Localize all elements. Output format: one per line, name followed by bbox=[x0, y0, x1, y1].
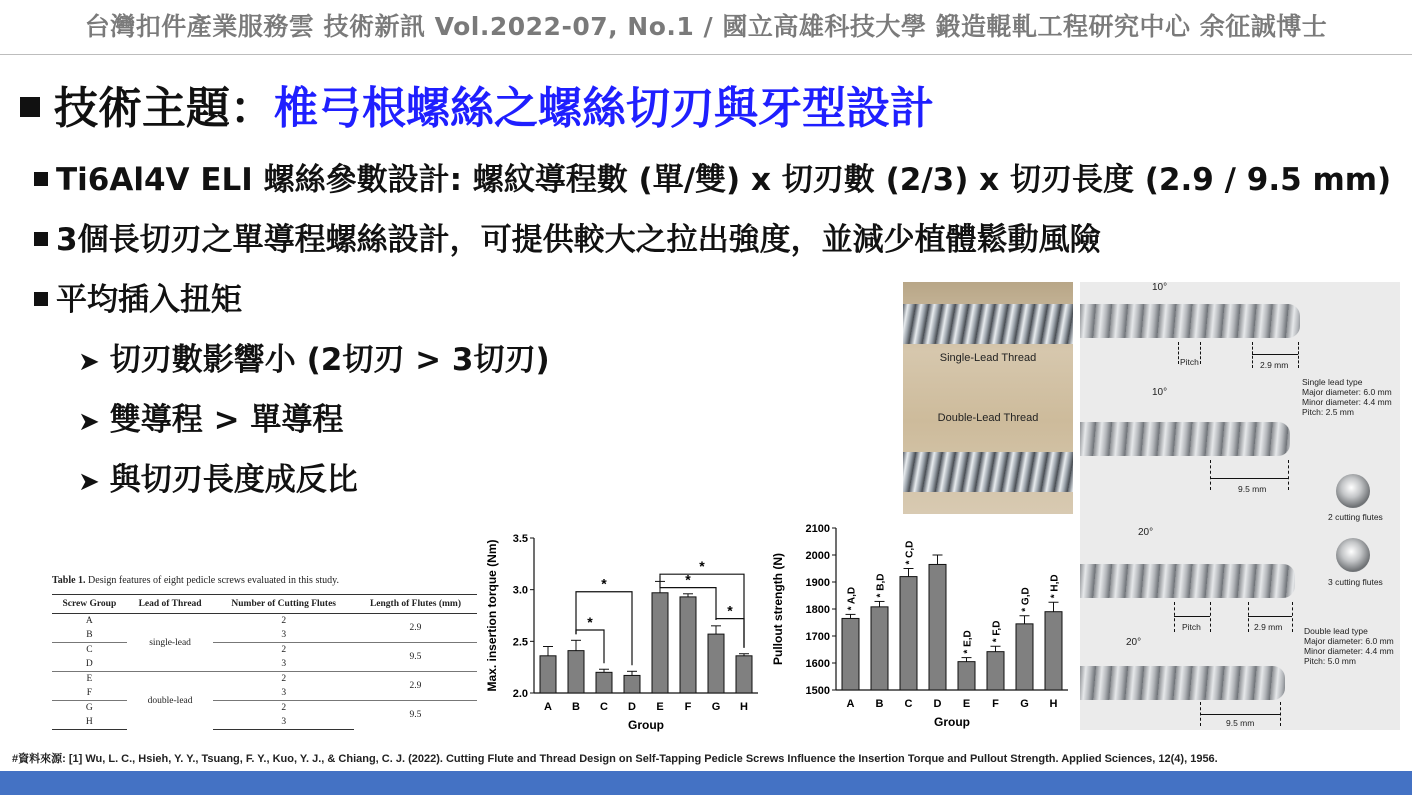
pitch-label: Pitch bbox=[1180, 357, 1199, 367]
table-cell: D bbox=[85, 659, 93, 669]
dimension-line bbox=[1174, 616, 1210, 617]
table-cell: 2.9 bbox=[409, 623, 422, 633]
subbullet-flutes: ➤ 切刃數影響小 (2切刃 > 3切刃) bbox=[78, 342, 550, 378]
x-axis-title: Group bbox=[934, 715, 970, 729]
bar-label: * G,D bbox=[1020, 587, 1032, 612]
screw-design-table bbox=[52, 594, 477, 730]
y-tick-label: 1800 bbox=[805, 604, 830, 616]
dimension-line bbox=[1248, 602, 1249, 632]
dimension-line bbox=[1200, 714, 1280, 715]
length-label: 2.9 mm bbox=[1254, 622, 1283, 632]
double-lead-screw-image bbox=[903, 452, 1073, 492]
reference-footer: #資料來源: [1] Wu, L. C., Hsieh, Y. Y., Tsuang, F. Y., Kuo, Y. J., & Chiang, C. J. (2022). Cutting Flute and Thread Design on Self-Tapping Pedicle Screws Influence the Insertion Torque and Pullout Strength. Applied Sciences, 12(4), 1956. bbox=[12, 753, 1218, 765]
slide-header: 台灣扣件產業服務雲 技術新訊 Vol.2022-07, No.1 / 國立高雄科技大學 鍛造輥軋工程研究中心 余征誠博士 bbox=[0, 0, 1412, 55]
slide-title bbox=[20, 72, 934, 136]
square-bullet-icon bbox=[20, 97, 40, 117]
table-cell: 2 bbox=[213, 701, 354, 716]
x-tick-label: F bbox=[684, 701, 692, 713]
dimension-line bbox=[1298, 342, 1299, 368]
bar-label: * B,D bbox=[875, 573, 887, 598]
bar bbox=[568, 651, 584, 693]
significance-star: * bbox=[685, 571, 691, 588]
bar bbox=[708, 634, 724, 693]
pullout-strength-chart bbox=[770, 518, 1075, 742]
dimension-line bbox=[1174, 602, 1175, 632]
three-flute-tip-image bbox=[1336, 538, 1370, 572]
single-lead-screw-image bbox=[903, 304, 1073, 344]
double-lead-label: Double-Lead Thread bbox=[937, 412, 1039, 424]
x-tick-label: A bbox=[544, 701, 552, 713]
table-cell: 9.5 bbox=[354, 643, 477, 672]
table-cell: 3 bbox=[281, 659, 287, 669]
bar-label: * C,D bbox=[904, 540, 916, 565]
x-tick-label: D bbox=[628, 701, 636, 713]
screw-image bbox=[1080, 304, 1300, 338]
dimension-line bbox=[1210, 602, 1211, 632]
dimension-line bbox=[1252, 342, 1253, 368]
y-tick-label: 2.0 bbox=[512, 688, 528, 700]
bar bbox=[1016, 624, 1033, 690]
dimension-line bbox=[1252, 354, 1298, 355]
screw-design-photo bbox=[1080, 282, 1400, 730]
table-caption: Table 1. Design features of eight pedicle screws evaluated in this study. bbox=[52, 575, 339, 586]
table-header: Number of Cutting Flutes bbox=[213, 595, 354, 614]
bar-label: * A,D bbox=[846, 586, 858, 611]
x-tick-label: A bbox=[846, 698, 855, 710]
significance-star: * bbox=[699, 558, 705, 575]
table-cell: F bbox=[86, 688, 93, 698]
table-cell: single-lead bbox=[149, 637, 191, 648]
bar bbox=[871, 607, 888, 690]
y-axis-title: Pullout strength (N) bbox=[771, 553, 785, 665]
dimension-line bbox=[1292, 602, 1293, 632]
bar bbox=[842, 618, 859, 690]
x-tick-label: H bbox=[740, 701, 748, 713]
length-label: 2.9 mm bbox=[1260, 360, 1289, 370]
dimension-line bbox=[1210, 460, 1211, 490]
dimension-line bbox=[1178, 342, 1179, 364]
x-tick-label: G bbox=[1020, 698, 1029, 710]
arrow-bullet-icon: ➤ bbox=[78, 467, 100, 497]
table-header: Length of Flutes (mm) bbox=[354, 595, 477, 614]
x-axis-title: Group bbox=[628, 718, 664, 732]
x-tick-label: F bbox=[992, 698, 999, 710]
table-cell: 2 bbox=[213, 643, 354, 658]
screw-image bbox=[1080, 422, 1290, 456]
table-cell: 2.9 bbox=[354, 672, 477, 701]
table-cell: 9.5 bbox=[354, 701, 477, 730]
thread-photo bbox=[903, 282, 1073, 514]
angle-label: 10° bbox=[1152, 282, 1168, 293]
x-tick-label: D bbox=[933, 698, 942, 710]
arrow-bullet-icon: ➤ bbox=[78, 347, 100, 377]
table-cell: 2 bbox=[213, 672, 354, 687]
table-cell: H bbox=[52, 715, 127, 730]
x-tick-label: E bbox=[962, 698, 971, 710]
y-tick-label: 1600 bbox=[805, 658, 830, 670]
y-tick-label: 2.5 bbox=[512, 636, 528, 649]
bar bbox=[736, 656, 752, 693]
bar-label: * E,D bbox=[962, 630, 974, 654]
bar bbox=[624, 675, 640, 693]
bar-label: * F,D bbox=[991, 620, 1003, 643]
table-cell: B bbox=[86, 630, 93, 640]
dimension-line bbox=[1288, 460, 1289, 490]
screw-image bbox=[1080, 666, 1285, 700]
x-tick-label: C bbox=[600, 701, 608, 713]
y-tick-label: 2000 bbox=[805, 550, 830, 562]
square-bullet-icon bbox=[34, 232, 48, 246]
significance-star: * bbox=[727, 602, 733, 619]
design-table bbox=[52, 575, 482, 740]
table-cell: double-lead bbox=[127, 672, 214, 730]
bar bbox=[929, 564, 946, 690]
table-cell: E bbox=[52, 672, 127, 687]
y-tick-label: 1700 bbox=[805, 631, 830, 643]
dimension-line bbox=[1280, 702, 1281, 726]
dimension-line bbox=[1210, 478, 1288, 479]
table-cell: C bbox=[52, 643, 127, 658]
y-tick-label: 1500 bbox=[805, 685, 830, 697]
pitch-label: Pitch bbox=[1182, 622, 1201, 632]
x-tick-label: C bbox=[904, 698, 913, 710]
square-bullet-icon bbox=[34, 292, 48, 306]
x-tick-label: E bbox=[656, 701, 664, 713]
title-prefix: 技術主題： bbox=[54, 83, 274, 134]
bar bbox=[1045, 612, 1062, 690]
double-lead-spec: Double lead type Major diameter: 6.0 mm Minor diameter: 4.4 mm Pitch: 5.0 mm bbox=[1304, 626, 1394, 666]
bar bbox=[680, 597, 696, 693]
y-tick-label: 3.5 bbox=[512, 533, 528, 545]
angle-label: 20° bbox=[1138, 527, 1154, 538]
bullet-torque: 平均插入扭矩 bbox=[34, 274, 242, 319]
table-cell: G bbox=[52, 701, 127, 716]
table-header: Screw Group bbox=[52, 595, 127, 614]
two-flutes-label: 2 cutting flutes bbox=[1328, 512, 1383, 522]
dimension-line bbox=[1248, 616, 1292, 617]
x-tick-label: B bbox=[572, 701, 580, 713]
angle-label: 20° bbox=[1126, 637, 1142, 648]
single-lead-spec: Single lead type Major diameter: 6.0 mm Minor diameter: 4.4 mm Pitch: 2.5 mm bbox=[1302, 377, 1392, 417]
title-topic: 椎弓根螺絲之螺絲切刃與牙型設計 bbox=[274, 83, 934, 134]
bar bbox=[987, 652, 1004, 690]
table-cell: 3 bbox=[213, 715, 354, 730]
x-tick-label: H bbox=[1049, 698, 1058, 710]
insertion-torque-chart bbox=[484, 522, 766, 742]
dimension-line bbox=[1200, 342, 1201, 364]
two-flute-tip-image bbox=[1336, 474, 1370, 508]
y-tick-label: 1900 bbox=[805, 577, 830, 589]
arrow-bullet-icon: ➤ bbox=[78, 407, 100, 437]
y-axis-title: Max. insertion torque (Nm) bbox=[485, 539, 499, 692]
bar bbox=[900, 577, 917, 690]
table-header: Lead of Thread bbox=[127, 595, 214, 614]
bar bbox=[540, 656, 556, 693]
significance-star: * bbox=[601, 575, 607, 592]
subbullet-lead: ➤ 雙導程 > 單導程 bbox=[78, 402, 344, 438]
x-tick-label: G bbox=[711, 701, 721, 713]
bottom-bar bbox=[0, 771, 1412, 795]
table-cell: A bbox=[85, 616, 93, 626]
table-cell: 3 bbox=[281, 688, 287, 698]
subbullet-length: ➤ 與切刃長度成反比 bbox=[78, 462, 358, 498]
bullet-design: 3個長切刃之單導程螺絲設計，可提供較大之拉出強度，並減少植體鬆動風險 bbox=[34, 214, 1101, 259]
single-lead-label: Single-Lead Thread bbox=[939, 352, 1037, 364]
bar bbox=[596, 672, 612, 693]
y-tick-label: 3.0 bbox=[512, 584, 528, 597]
table-cell: 2 bbox=[281, 616, 287, 626]
significance-star: * bbox=[587, 613, 593, 630]
table-cell: 3 bbox=[281, 630, 287, 640]
length-label: 9.5 mm bbox=[1226, 718, 1255, 728]
x-tick-label: B bbox=[875, 698, 884, 710]
three-flutes-label: 3 cutting flutes bbox=[1328, 577, 1383, 587]
length-label: 9.5 mm bbox=[1238, 484, 1267, 494]
y-tick-label: 2100 bbox=[805, 523, 830, 535]
bar bbox=[652, 593, 668, 693]
bullet-params: Ti6Al4V ELI 螺絲參數設計: 螺紋導程數 (單/雙) x 切刃數 (2/3) x 切刃長度 (2.9 / 9.5 mm) bbox=[34, 154, 1391, 199]
screw-image bbox=[1080, 564, 1295, 598]
angle-label: 10° bbox=[1152, 387, 1168, 398]
bar-label: * H,D bbox=[1049, 574, 1061, 599]
square-bullet-icon bbox=[34, 172, 48, 186]
bar bbox=[958, 662, 975, 690]
